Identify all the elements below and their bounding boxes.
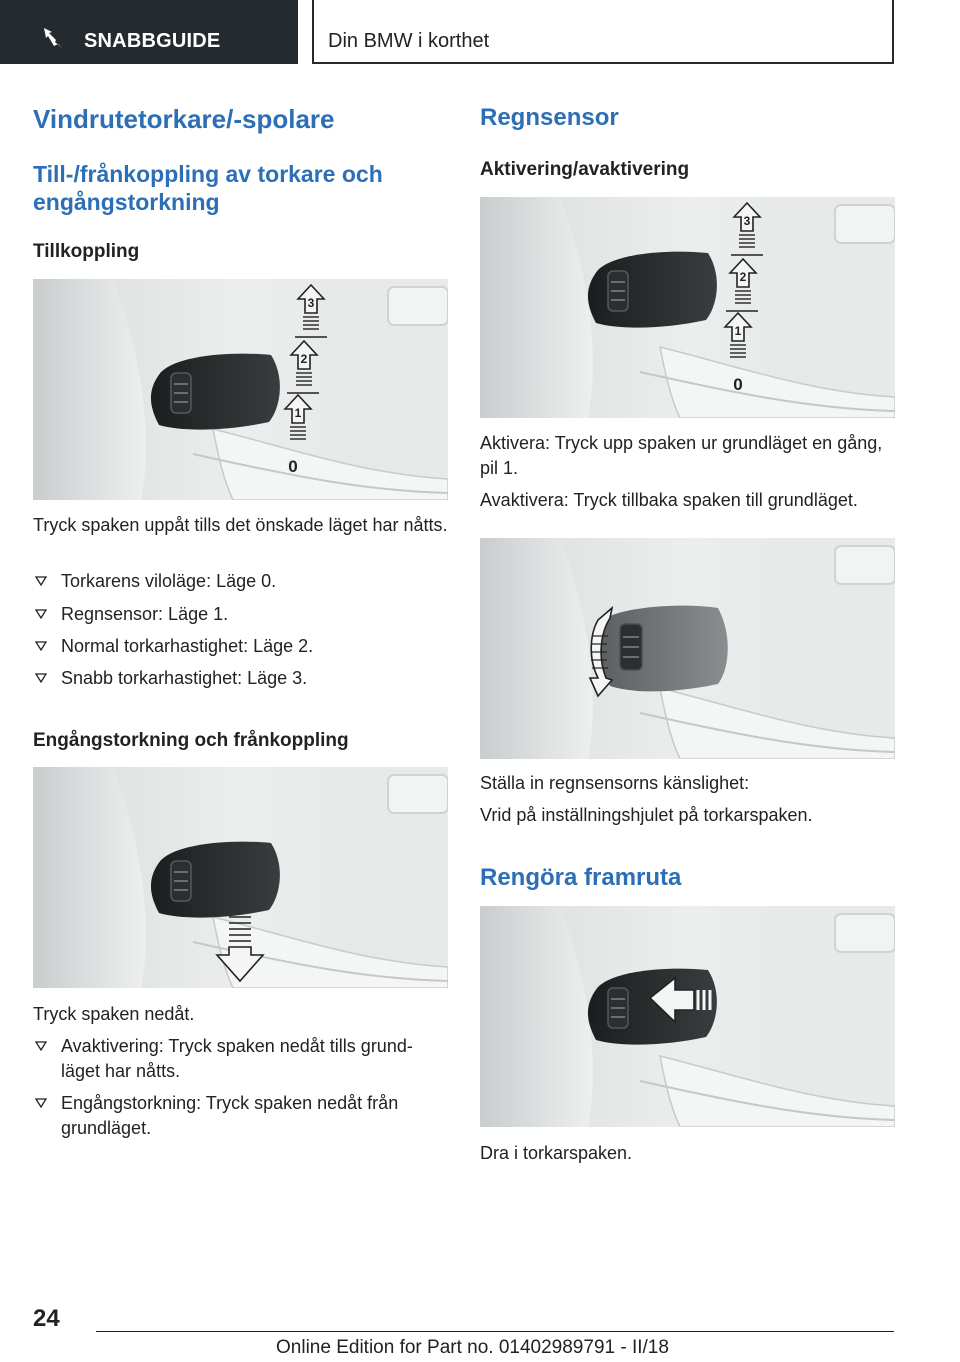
- bullet-text: Avaktivering: Tryck spaken nedåt tills grund-läget har nåtts.: [61, 1036, 413, 1081]
- bullet-triangle-icon: [35, 673, 47, 683]
- breadcrumb: [312, 0, 894, 64]
- figure-pull-stalk: [480, 906, 895, 1127]
- fig3-label-2: 2: [739, 270, 747, 284]
- bullet-text: Normal torkarhastighet: Läge 2.: [61, 636, 314, 656]
- figure-wiper-up: [33, 279, 448, 500]
- quick-guide-icon: [42, 26, 66, 50]
- section-heading-aktivering: Aktivering/avaktivering: [480, 159, 690, 180]
- section-heading-tillkoppling: Tillkoppling: [33, 241, 140, 262]
- tillkoppling-text: Tryck spaken uppåt tills det önskade läget har nåtts.: [33, 515, 448, 535]
- bullet-triangle-icon: [35, 576, 47, 586]
- fig1-label-2: 2: [300, 352, 308, 366]
- fig1-label-3: 3: [307, 296, 315, 310]
- fig3-label-1: 1: [734, 324, 742, 338]
- clean-text: Dra i torkarspaken.: [480, 1143, 633, 1163]
- breadcrumb-text: Din BMW i korthet: [328, 30, 490, 52]
- fig3-label-3: 3: [743, 214, 751, 228]
- rain-sensor-title: Regnsensor: [480, 104, 619, 131]
- bullet-triangle-icon: [35, 609, 47, 619]
- fig1-label-0: 0: [288, 457, 298, 476]
- page-title: Vindrutetorkare/-spolare: [33, 104, 335, 134]
- section-heading-engangstorkning: Engångstorkning och frånkoppling: [33, 730, 349, 751]
- figure-wiper-down: [33, 767, 448, 988]
- footer-divider: [96, 1331, 894, 1332]
- clean-windshield-title: Rengöra framruta: [480, 864, 682, 891]
- header-tab[interactable]: [0, 0, 298, 64]
- bullet-text: Engångstorkning: Tryck spaken nedåt från grundläget.: [61, 1093, 399, 1138]
- figure-rain-sensor: [480, 197, 895, 418]
- figure-sensitivity-wheel: [480, 538, 895, 759]
- bullet-triangle-icon: [35, 1098, 47, 1108]
- section-subtitle: Till-/frånkoppling av torkare och engångstorkning: [33, 161, 383, 215]
- activate-text: Aktivera: Tryck upp spaken ur grundläget en gång, pil 1.: [480, 433, 883, 478]
- page-number: 24: [33, 1305, 60, 1332]
- bullet-triangle-icon: [35, 641, 47, 651]
- fig3-label-0: 0: [733, 375, 743, 394]
- bullet-text: Torkarens viloläge: Läge 0.: [61, 571, 277, 591]
- deactivate-text: Avaktivera: Tryck tillbaka spaken till grundläget.: [480, 490, 858, 510]
- footer-edition: Online Edition for Part no. 01402989791 - II/18: [276, 1337, 669, 1358]
- bullet-text: Snabb torkarhastighet: Läge 3.: [61, 668, 308, 688]
- sensitivity-text: Vrid på inställningshjulet på torkarspaken.: [480, 805, 813, 825]
- bullet-text: Regnsensor: Läge 1.: [61, 604, 229, 624]
- sensitivity-label: Ställa in regnsensorns känslighet:: [480, 773, 750, 793]
- header-tab-label: SNABBGUIDE: [84, 30, 221, 52]
- bullet-triangle-icon: [35, 1041, 47, 1051]
- engangstorkning-text: Tryck spaken nedåt.: [33, 1004, 195, 1024]
- fig1-label-1: 1: [294, 406, 302, 420]
